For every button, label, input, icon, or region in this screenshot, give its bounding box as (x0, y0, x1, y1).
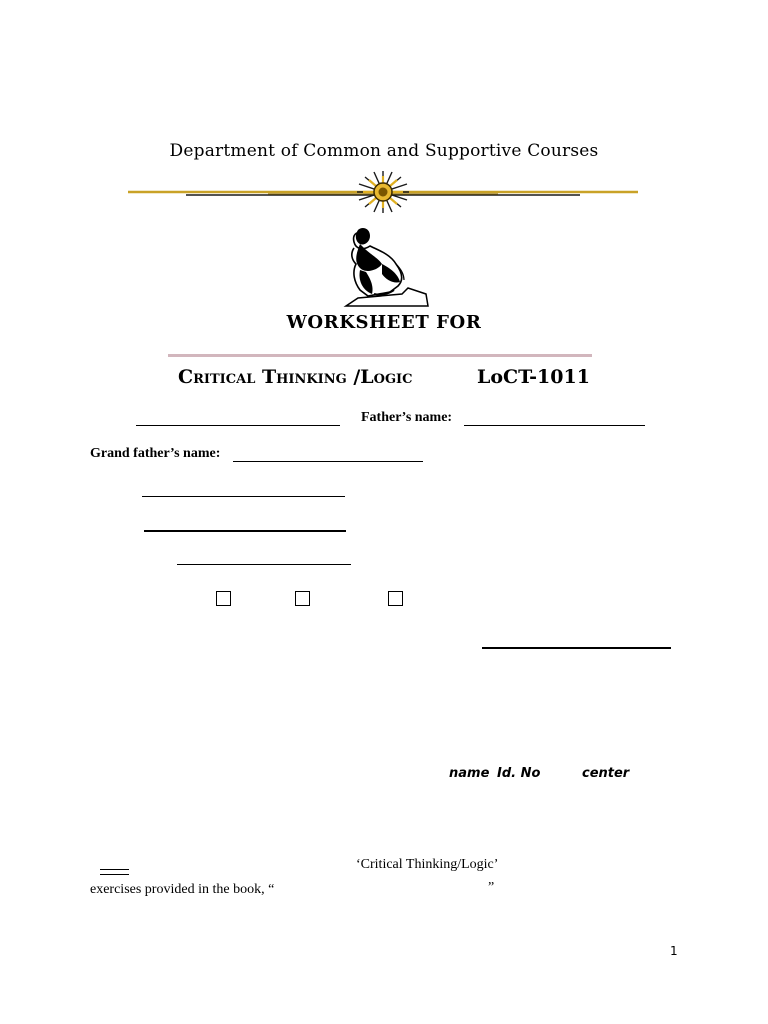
id-no-label: Id. No (497, 766, 541, 781)
checkbox-2[interactable] (295, 591, 310, 606)
grandfathers-name-field[interactable] (233, 461, 423, 462)
sun-ornament-icon (128, 170, 638, 216)
page-number: 1 (670, 944, 678, 958)
double-underline-mark (100, 869, 129, 875)
checkbox-1[interactable] (216, 591, 231, 606)
name-label: name (449, 766, 490, 781)
closing-quote: ” (488, 880, 495, 895)
blank-field-3[interactable] (177, 564, 351, 565)
quoted-course-text: ‘Critical Thinking/Logic’ (356, 857, 499, 872)
blank-field-1[interactable] (142, 496, 345, 497)
title-divider (168, 354, 592, 357)
department-heading: Department of Common and Supportive Courses (169, 141, 599, 161)
exercises-text: exercises provided in the book, “ (90, 882, 275, 897)
fathers-name-field[interactable] (464, 425, 645, 426)
grandfathers-name-label: Grand father’s name: (90, 446, 221, 461)
worksheet-title: WORKSHEET FOR (286, 312, 482, 333)
fathers-name-label: Father’s name: (361, 410, 453, 425)
checkbox-3[interactable] (388, 591, 403, 606)
blank-field-2[interactable] (144, 530, 346, 532)
course-name: Critical Thinking /Logic (178, 366, 413, 388)
course-code: LoCT-1011 (477, 366, 590, 388)
student-name-field[interactable] (136, 425, 340, 426)
center-label: center (582, 766, 630, 781)
signature-field[interactable] (482, 647, 671, 649)
thinker-statue-icon (338, 224, 430, 308)
